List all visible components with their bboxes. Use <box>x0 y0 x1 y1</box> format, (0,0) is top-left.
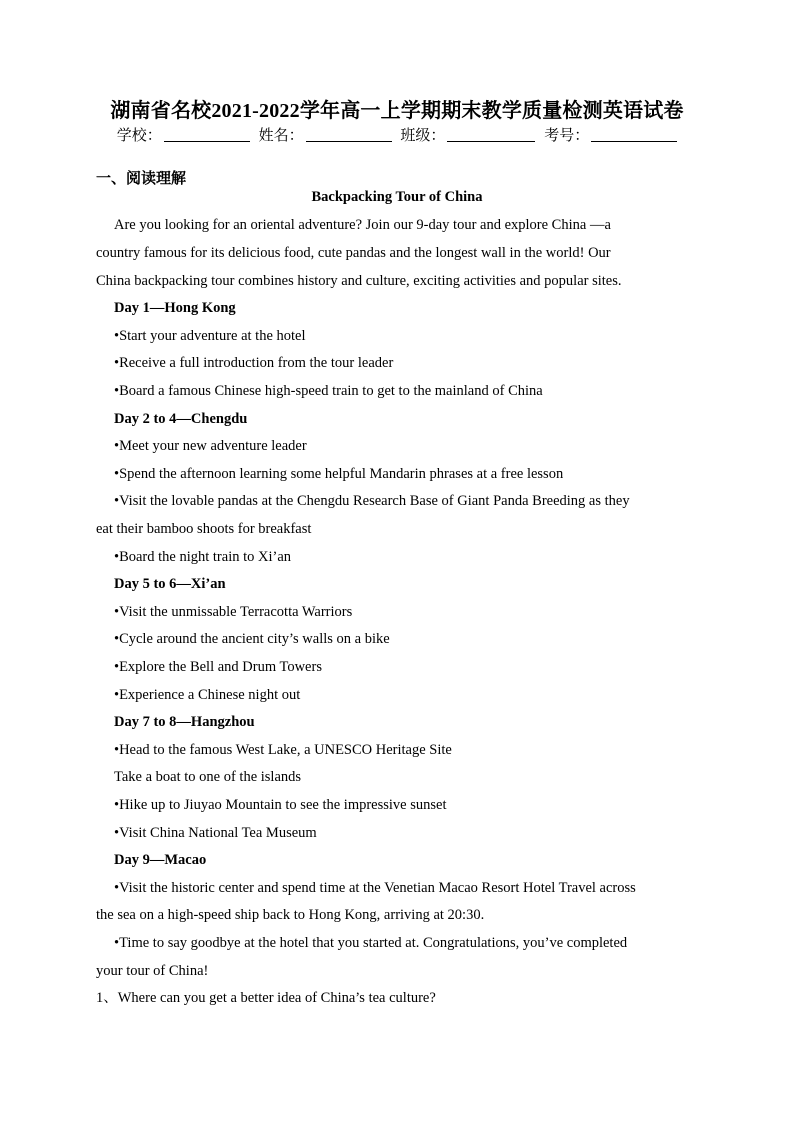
day5-heading: Day 5 to 6—Xi’an <box>114 576 226 592</box>
student-info-line <box>0 124 794 145</box>
school-field <box>117 124 250 145</box>
day7-item-4: •Visit China National Tea Museum <box>114 825 317 841</box>
intro-line-1: Are you looking for an oriental adventure? Join our 9-day tour and explore China —a <box>114 217 611 233</box>
day7-item-3: •Hike up to Jiuyao Mountain to see the impressive sunset <box>114 797 447 813</box>
day5-item-1: •Visit the unmissable Terracotta Warriors <box>114 604 353 620</box>
day2-item-1: •Meet your new adventure leader <box>114 438 307 454</box>
day9-item-2: the sea on a high-speed ship back to Hong Kong, arriving at 20:30. <box>96 907 485 923</box>
day2-item-4: eat their bamboo shoots for breakfast <box>96 521 312 537</box>
day2-item-5: •Board the night train to Xi’an <box>114 549 292 565</box>
class-label: 班级： <box>400 126 446 144</box>
day9-item-3: •Time to say goodbye at the hotel that you started at. Congratulations, you’ve completed <box>114 935 628 951</box>
page-title: 湖南省名校2021-2022学年高一上学期期末教学质量检测英语试卷 <box>110 100 684 122</box>
question-1: 1、Where can you get a better idea of China’s tea culture? <box>96 990 436 1006</box>
passage-title: Backpacking Tour of China <box>311 189 483 205</box>
day9-item-1: •Visit the historic center and spend time at the Venetian Macao Resort Hotel Travel across <box>114 880 636 896</box>
day2-item-2: •Spend the afternoon learning some helpful Mandarin phrases at a free lesson <box>114 466 564 482</box>
day1-item-1: •Start your adventure at the hotel <box>114 328 306 344</box>
day5-item-2: •Cycle around the ancient city’s walls on a bike <box>114 631 390 647</box>
exam-number-field <box>544 124 677 145</box>
day7-heading: Day 7 to 8—Hangzhou <box>114 714 255 730</box>
exam-number-label: 考号： <box>544 126 590 144</box>
name-field <box>259 124 392 145</box>
class-blank[interactable] <box>447 127 535 142</box>
day2-heading: Day 2 to 4—Chengdu <box>114 411 248 427</box>
intro-line-2: country famous for its delicious food, cute pandas and the longest wall in the world! Our <box>96 245 611 261</box>
day1-item-2: •Receive a full introduction from the tour leader <box>114 355 394 371</box>
intro-line-3: China backpacking tour combines history and culture, exciting activities and popular sites. <box>96 273 622 289</box>
day7-item-2: Take a boat to one of the islands <box>114 769 302 785</box>
name-blank[interactable] <box>306 127 392 142</box>
school-label: 学校： <box>116 126 162 144</box>
school-blank[interactable] <box>164 127 250 142</box>
day1-item-3: •Board a famous Chinese high-speed train to get to the mainland of China <box>114 383 543 399</box>
exam-number-blank[interactable] <box>591 127 677 142</box>
class-field <box>400 124 535 145</box>
day7-item-1: •Head to the famous West Lake, a UNESCO Heritage Site <box>114 742 452 758</box>
day5-item-3: •Explore the Bell and Drum Towers <box>114 659 322 675</box>
day2-item-3: •Visit the lovable pandas at the Chengdu Research Base of Giant Panda Breeding as they <box>114 493 630 509</box>
name-label: 姓名： <box>258 126 304 144</box>
day9-heading: Day 9—Macao <box>114 852 207 868</box>
section-heading: 一、阅读理解 <box>96 169 187 187</box>
day5-item-4: •Experience a Chinese night out <box>114 687 301 703</box>
day1-heading: Day 1—Hong Kong <box>114 300 236 316</box>
day9-item-4: your tour of China! <box>96 963 209 979</box>
